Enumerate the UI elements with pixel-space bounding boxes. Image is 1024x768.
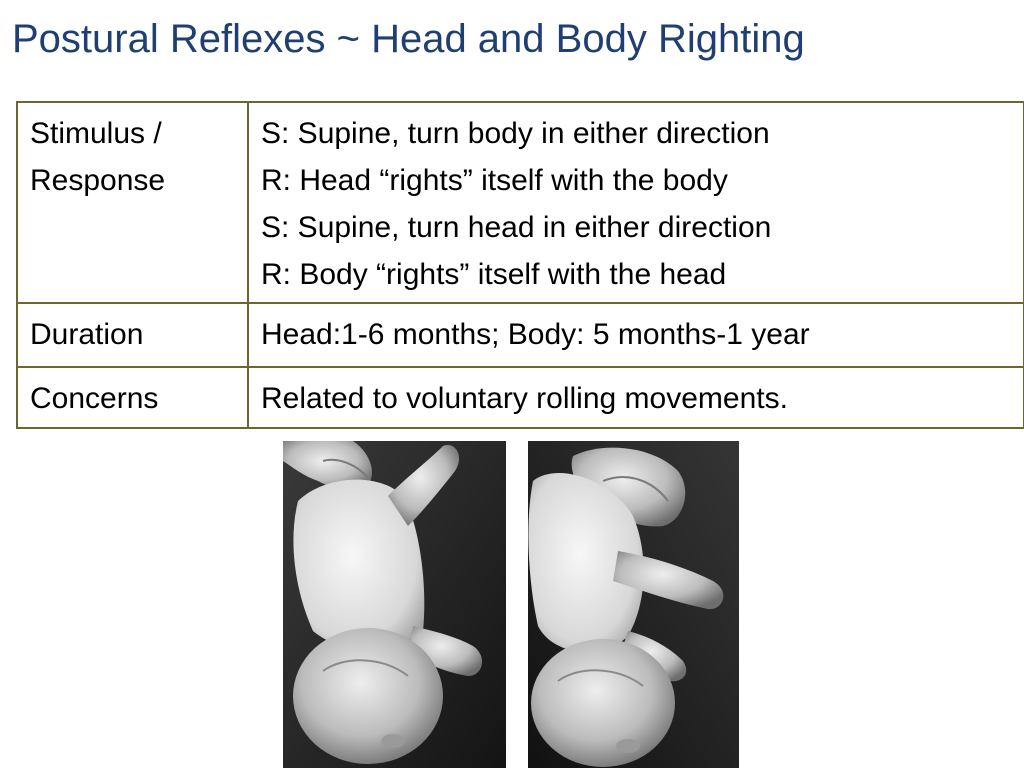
right-photo-panel <box>528 441 739 768</box>
row-label-line: Concerns <box>30 382 159 415</box>
concerns-value: Related to voluntary rolling movements. <box>261 382 788 415</box>
response-line: R: Body “rights” itself with the head <box>261 258 727 291</box>
stimulus-line: S: Supine, turn body in either direction <box>261 117 770 150</box>
table-row-duration <box>17 303 1024 367</box>
row-label-cell <box>17 303 248 367</box>
slide-title: Postural Reflexes ~ Head and Body Righting <box>12 17 805 61</box>
row-value-cell <box>248 102 1024 303</box>
row-value-cell <box>248 303 1024 367</box>
row-label-line: Duration <box>30 318 144 351</box>
row-label-cell <box>17 367 248 428</box>
reflex-info-table <box>16 101 1024 429</box>
row-label-line: Response <box>30 164 166 197</box>
infant-righting-photo <box>283 441 739 768</box>
table-row-concerns <box>17 367 1024 428</box>
row-label-cell <box>17 102 248 303</box>
left-photo-panel <box>283 441 506 768</box>
row-value-cell <box>248 367 1024 428</box>
response-line: R: Head “rights” itself with the body <box>261 164 728 197</box>
duration-value: Head:1-6 months; Body: 5 months-1 year <box>261 318 810 351</box>
row-label-line: Stimulus / <box>30 117 162 150</box>
stimulus-line: S: Supine, turn head in either direction <box>261 211 772 244</box>
table-row-stimulus-response <box>17 102 1024 303</box>
